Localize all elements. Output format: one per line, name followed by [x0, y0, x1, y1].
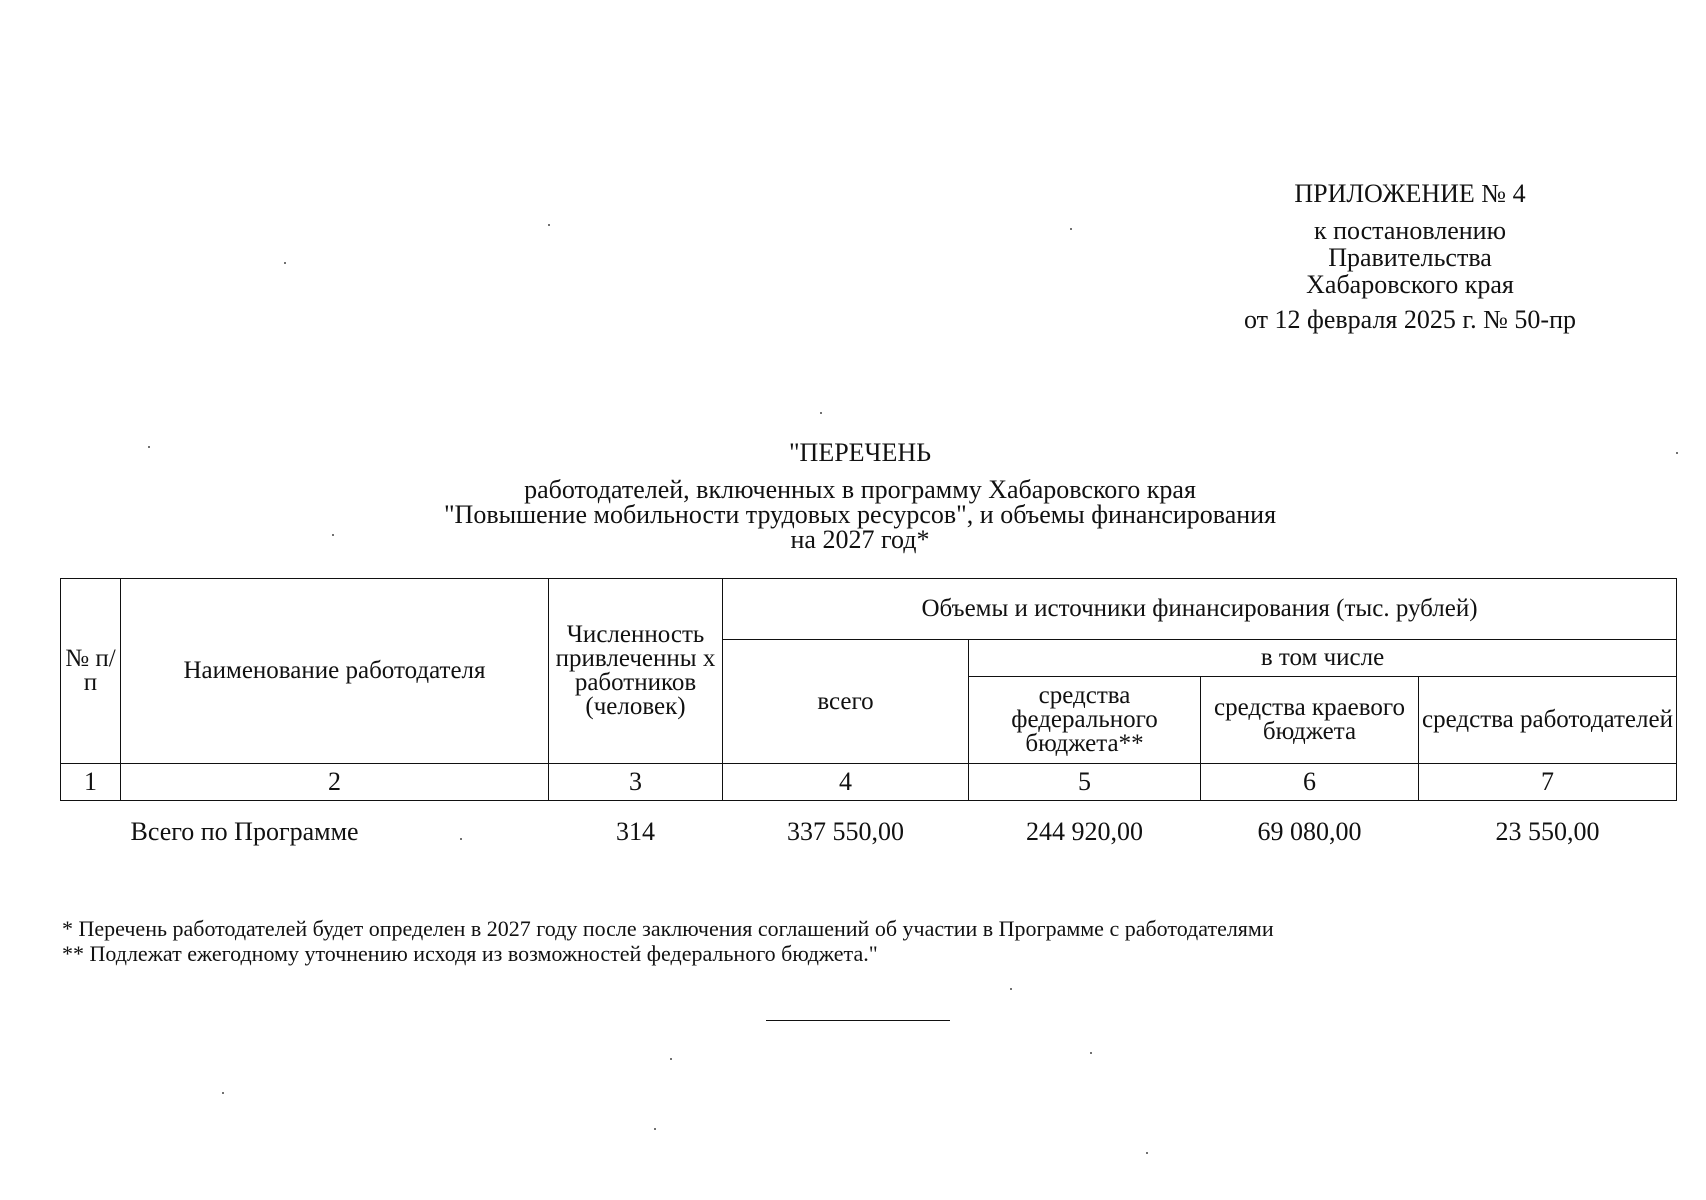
header-employers-funds: средства работодателей	[1419, 677, 1677, 764]
closing-divider	[766, 1020, 950, 1021]
scan-speck	[548, 224, 550, 226]
header-federal-budget: средства федерального бюджета**	[969, 677, 1201, 764]
appendix-line-3: Хабаровского края	[1306, 270, 1514, 299]
header-employer-name: Наименование работодателя	[121, 579, 549, 764]
document-heading: "ПЕРЕЧЕНЬ	[788, 438, 932, 467]
scan-speck	[222, 1092, 224, 1094]
appendix-date: от 12 февраля 2025 г. № 50-пр	[1244, 305, 1576, 334]
scan-speck	[332, 534, 334, 536]
total-row	[61, 801, 1677, 858]
scan-speck	[1010, 988, 1012, 990]
scan-speck	[1146, 1152, 1148, 1154]
scan-speck	[1070, 228, 1072, 230]
footnotes	[62, 916, 1274, 966]
header-funding-sources: Объемы и источники финансирования (тыс. рублей)	[723, 579, 1677, 640]
funding-table	[60, 578, 1677, 857]
header-workers-count: Численность привлеченны х работников (человек)	[549, 579, 723, 764]
column-number: 4	[723, 764, 969, 801]
scan-speck	[820, 412, 822, 414]
document-subtitle-line-3: на 2027 год*	[790, 525, 930, 554]
column-numbers-row	[61, 764, 1677, 801]
footnote-1: * Перечень работодателей будет определен в 2027 году после заключения соглашений об участии в Программе с работодателями	[62, 916, 1274, 941]
total-funding: 337 550,00	[787, 817, 904, 846]
scan-speck	[654, 1128, 656, 1130]
appendix-title: ПРИЛОЖЕНИЕ № 4	[1294, 179, 1526, 208]
appendix-line-2: Правительства	[1328, 243, 1492, 272]
header-row-1	[61, 579, 1677, 640]
appendix-block	[1200, 180, 1620, 333]
header-number: № п/п	[61, 579, 121, 764]
total-workers: 314	[616, 817, 655, 846]
scan-speck	[284, 262, 286, 264]
header-including: в том числе	[969, 640, 1677, 677]
document-subtitle-line-2: "Повышение мобильности трудовых ресурсов", и объемы финансирования	[443, 500, 1277, 529]
document-subtitle-line-1: работодателей, включенных в программу Хабаровского края	[524, 475, 1196, 504]
column-number: 5	[969, 764, 1201, 801]
total-label: Всего по Программе	[130, 817, 359, 846]
scan-speck	[1676, 452, 1678, 454]
column-number: 2	[121, 764, 549, 801]
total-regional: 69 080,00	[1257, 817, 1362, 846]
header-total: всего	[723, 640, 969, 764]
scan-speck	[1090, 1052, 1092, 1054]
footnote-2: ** Подлежат ежегодному уточнению исходя из возможностей федерального бюджета."	[62, 941, 878, 966]
scan-speck	[670, 1058, 672, 1060]
scan-speck	[148, 446, 150, 448]
column-number: 1	[61, 764, 121, 801]
scan-speck	[460, 838, 462, 840]
column-number: 6	[1201, 764, 1419, 801]
header-regional-budget: средства краевого бюджета	[1201, 677, 1419, 764]
appendix-line-1: к постановлению	[1313, 216, 1507, 245]
column-number: 7	[1419, 764, 1677, 801]
total-employers: 23 550,00	[1495, 817, 1600, 846]
document-title	[260, 440, 1460, 552]
column-number: 3	[549, 764, 723, 801]
total-federal: 244 920,00	[1026, 817, 1143, 846]
